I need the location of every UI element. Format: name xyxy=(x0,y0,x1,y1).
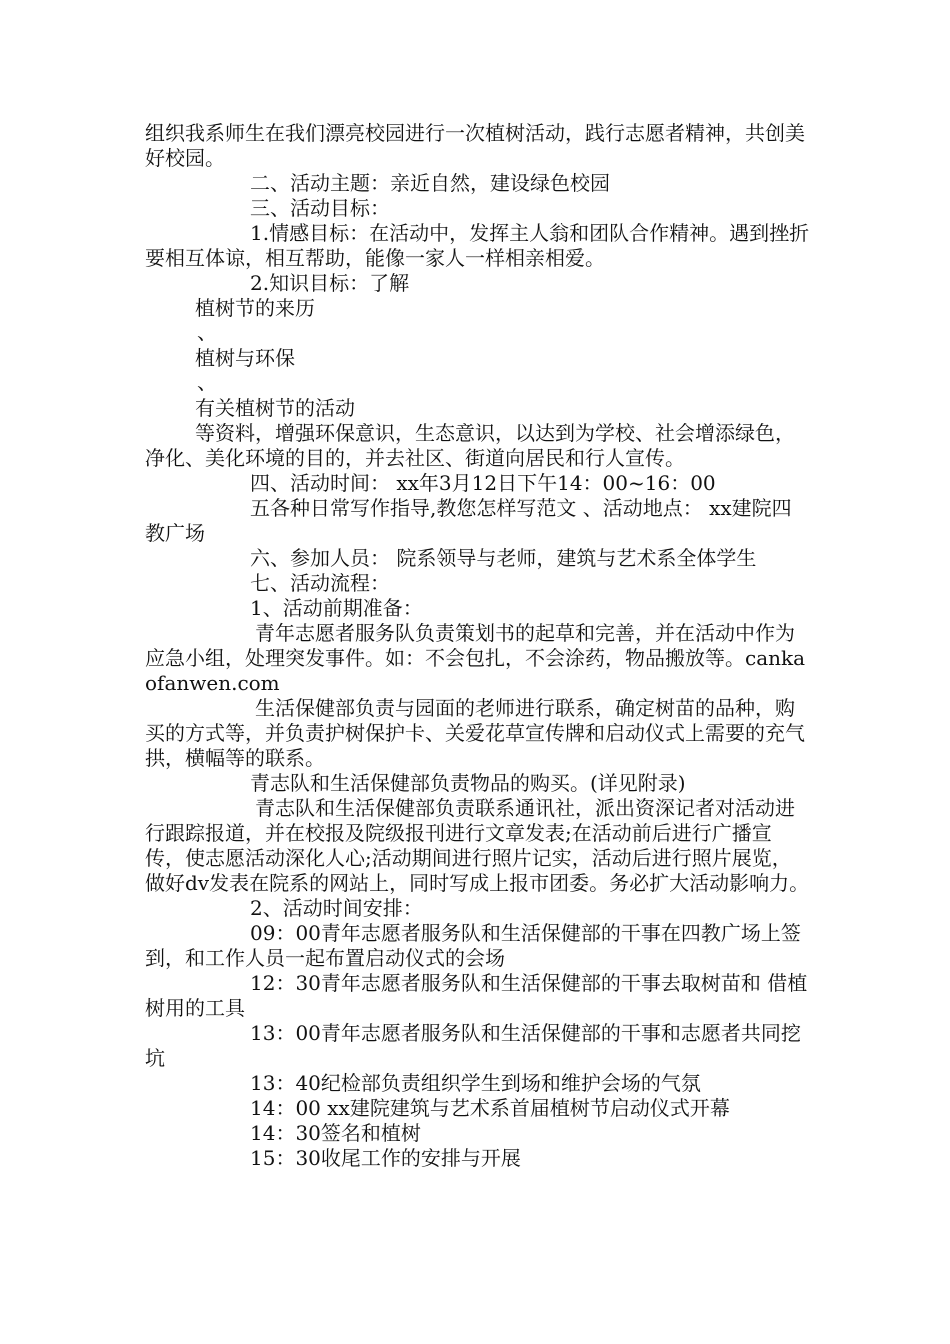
knowledge-item-activities: 有关植树节的活动 xyxy=(195,396,355,420)
prep-paragraph: 青志队和生活保健部负责物品的购买。(详见附录) xyxy=(250,771,686,795)
schedule-item: 09：00青年志愿者服务队和生活保健部的干事在四教广场上签到，和工作人员一起布置启动仪式的会场 xyxy=(145,921,801,970)
schedule-item: 13：40纪检部负责组织学生到场和维护会场的气氛 xyxy=(250,1071,701,1095)
goal-knowledge: 2.知识目标：了解 xyxy=(250,271,410,295)
item-separator: 、 xyxy=(197,370,217,394)
activity-place: 五各种日常写作指导,教您怎样写范文 、活动地点： xx建院四教广场 xyxy=(145,496,792,545)
participants: 六、参加人员： 院系领导与老师，建筑与艺术系全体学生 xyxy=(250,546,757,570)
schedule-item: 15：30收尾工作的安排与开展 xyxy=(250,1146,521,1170)
schedule-item: 14：00 xx建院建筑与艺术系首届植树节启动仪式开幕 xyxy=(250,1096,730,1120)
theme-heading: 二、活动主题：亲近自然，建设绿色校园 xyxy=(250,171,610,195)
document-body xyxy=(145,121,810,1171)
goals-heading: 三、活动目标： xyxy=(250,196,390,220)
prep-paragraph: 青志队和生活保健部负责联系通讯社，派出资深记者对活动进行跟踪报道，并在校报及院级报刊进行文章发表;在活动前后进行广播宣传，使志愿活动深化人心;活动期间进行照片记实，活动后进行照片展览，做好dv发表在院系的网站上，同时写成上报市团委。务必扩大活动影响力。 xyxy=(145,796,810,895)
schedule-item: 12：30青年志愿者服务队和生活保健部的干事去取树苗和 借植树用的工具 xyxy=(145,971,808,1020)
goal-knowledge-rest: 等资料，增强环保意识，生态意识，以达到为学校、社会增添绿色，净化、美化环境的目的，并去社区、街道向居民和行人宣传。 xyxy=(145,421,795,470)
schedule-heading: 2、活动时间安排： xyxy=(250,896,423,920)
knowledge-item-history: 植树节的来历 xyxy=(195,296,315,320)
schedule-item: 13：00青年志愿者服务队和生活保健部的干事和志愿者共同挖坑 xyxy=(145,1021,801,1070)
activity-time: 四、活动时间： xx年3月12日下午14：00~16：00 xyxy=(250,471,716,495)
intro-paragraph: 组织我系师生在我们漂亮校园进行一次植树活动，践行志愿者精神，共创美好校园。 xyxy=(145,121,805,170)
knowledge-item-environment: 植树与环保 xyxy=(195,346,295,370)
prep-heading: 1、活动前期准备： xyxy=(250,596,423,620)
schedule-item: 14：30签名和植树 xyxy=(250,1121,421,1145)
prep-paragraph: 青年志愿者服务队负责策划书的起草和完善，并在活动中作为应急小组，处理突发事件。如：不会包扎，不会涂药，物品搬放等。cankaofanwen.com xyxy=(145,621,806,695)
goal-emotion: 1.情感目标：在活动中，发挥主人翁和团队合作精神。遇到挫折要相互体谅，相互帮助，能像一家人一样相亲相爱。 xyxy=(145,221,810,270)
item-separator: 、 xyxy=(197,320,217,344)
prep-paragraph: 生活保健部负责与园面的老师进行联系，确定树苗的品种，购买的方式等，并负责护树保护卡、关爱花草宣传牌和启动仪式上需要的充气拱，横幅等的联系。 xyxy=(145,696,805,770)
process-heading: 七、活动流程： xyxy=(250,571,390,595)
